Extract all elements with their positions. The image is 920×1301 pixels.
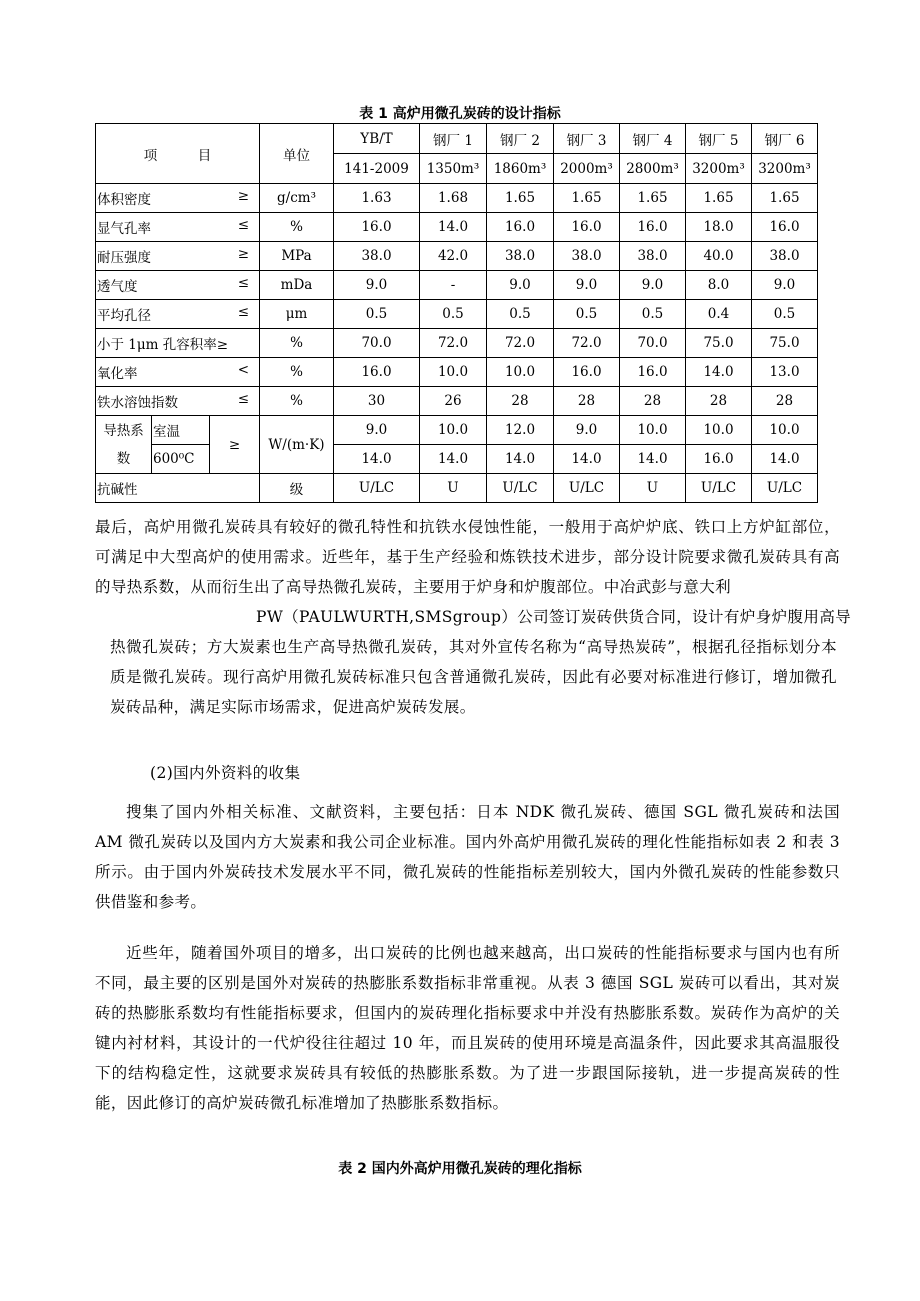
row-operator: ≤: [237, 304, 249, 320]
row-value: U: [620, 474, 686, 503]
row-value: 1.65: [686, 184, 752, 213]
header-plant-volume: 2000m³: [554, 154, 620, 184]
row-value: 38.0: [334, 242, 420, 271]
row-name-text: 显气孔率: [97, 221, 151, 237]
row-name-text: 平均孔径: [97, 308, 151, 324]
row-value: 28: [686, 387, 752, 416]
row-value: U: [420, 474, 487, 503]
row-operator: ≤: [237, 217, 249, 233]
header-standard-top: YB/T: [334, 124, 420, 154]
table-row: [96, 242, 818, 271]
row-value: 72.0: [487, 329, 554, 358]
row-name: [96, 242, 260, 271]
thermal-hot-value: 14.0: [752, 445, 818, 474]
row-value: 13.0: [752, 358, 818, 387]
thermal-room-value: 10.0: [752, 416, 818, 445]
row-value: 0.5: [620, 300, 686, 329]
thermal-hot-value: 14.0: [487, 445, 554, 474]
section-heading: (2)国内外资料的收集: [150, 764, 301, 782]
row-value: 38.0: [487, 242, 554, 271]
row-value: 28: [487, 387, 554, 416]
row-value: 0.5: [334, 300, 420, 329]
row-name-text: 体积密度: [97, 192, 151, 208]
row-value: 16.0: [620, 213, 686, 242]
row-value: 38.0: [620, 242, 686, 271]
row-operator: ≤: [237, 275, 249, 291]
row-name-text: 铁水溶蚀指数: [97, 395, 178, 411]
row-value: U/LC: [686, 474, 752, 503]
row-value: 0.5: [752, 300, 818, 329]
row-value: 1.63: [334, 184, 420, 213]
row-value: 26: [420, 387, 487, 416]
row-name-text: 氧化率: [97, 366, 138, 382]
thermal-room-value: 10.0: [686, 416, 752, 445]
row-value: U/LC: [554, 474, 620, 503]
row-operator: <: [237, 362, 249, 378]
header-standard-bottom: 141-2009: [334, 154, 420, 184]
row-value: 1.68: [420, 184, 487, 213]
header-unit: 单位: [260, 124, 334, 184]
row-value: 38.0: [554, 242, 620, 271]
row-value: U/LC: [487, 474, 554, 503]
row-value: 14.0: [686, 358, 752, 387]
row-name-text: 耐压强度: [97, 250, 151, 266]
row-name: [96, 358, 260, 387]
header-plant-volume: 1860m³: [487, 154, 554, 184]
row-name: [96, 329, 260, 358]
row-value: 18.0: [686, 213, 752, 242]
table1-caption: 表 1 高炉用微孔炭砖的设计指标: [359, 106, 561, 122]
row-value: 9.0: [554, 271, 620, 300]
row-value: 16.0: [554, 358, 620, 387]
row-unit: mDa: [260, 271, 334, 300]
row-unit: μm: [260, 300, 334, 329]
row-value: 8.0: [686, 271, 752, 300]
table-row: [96, 474, 818, 503]
thermal-hot-value: 16.0: [686, 445, 752, 474]
table-row: [96, 329, 818, 358]
thermal-hot-value: 14.0: [420, 445, 487, 474]
paragraph-final-tail: 热微孔炭砖；方大炭素也生产高导热微孔炭砖，其对外宣传名称为“高导热炭砖”，根据孔径指标划分本质是微孔炭砖。现行高炉用微孔炭砖标准只包含普通微孔炭砖，因此有必要对标准进行修订，增加微孔炭砖品种，满足实际市场需求，促进高炉炭砖发展。: [110, 638, 837, 716]
header-plant-volume: 3200m³: [752, 154, 818, 184]
table-row: [96, 213, 818, 242]
row-name: [96, 271, 260, 300]
row-unit: %: [260, 329, 334, 358]
header-plant-name: 钢厂 6: [752, 124, 818, 154]
thermal-room-value: 9.0: [554, 416, 620, 445]
thermal-room-value: 9.0: [334, 416, 420, 445]
thermal-sub-hot: 600⁰C: [152, 445, 210, 474]
thermal-hot-value: 14.0: [554, 445, 620, 474]
row-value: 9.0: [487, 271, 554, 300]
row-value: 1.65: [554, 184, 620, 213]
row-unit: 级: [260, 474, 334, 503]
table-row: [96, 387, 818, 416]
row-value: 10.0: [487, 358, 554, 387]
row-value: 14.0: [420, 213, 487, 242]
row-value: 1.65: [487, 184, 554, 213]
row-unit: %: [260, 358, 334, 387]
row-operator: ≤: [237, 391, 249, 407]
row-value: 16.0: [334, 358, 420, 387]
row-name-text: 透气度: [97, 279, 138, 295]
row-value: 0.5: [487, 300, 554, 329]
thermal-hot-value: 14.0: [334, 445, 420, 474]
row-value: 72.0: [420, 329, 487, 358]
thermal-unit: W/(m·K): [260, 416, 334, 474]
row-value: 16.0: [554, 213, 620, 242]
row-value: 10.0: [420, 358, 487, 387]
row-value: 28: [752, 387, 818, 416]
design-index-table: [95, 123, 818, 503]
row-value: 1.65: [620, 184, 686, 213]
thermal-room-value: 10.0: [620, 416, 686, 445]
row-operator: ≥: [237, 188, 249, 204]
row-value: 28: [554, 387, 620, 416]
row-unit: %: [260, 387, 334, 416]
table-row: [96, 300, 818, 329]
row-value: 70.0: [620, 329, 686, 358]
thermal-room-value: 10.0: [420, 416, 487, 445]
paragraph-recent-years: 近些年，随着国外项目的增多，出口炭砖的比例也越来越高，出口炭砖的性能指标要求与国内也有所不同，最主要的区别是国外对炭砖的热膨胀系数指标非常重视。从表 3 德国 SGL 炭砖可以看出，其对炭砖的热膨胀系数均有性能指标要求，但国内的炭砖理化指标要求中并没有热膨胀系数。炭砖作为高炉的关键内衬材料，其设计的一代炉役往往超过 10 年，而且炭砖的使用环境是高温条件，因此要求其高温服役下的结构稳定性，这就要求炭砖具有较低的热膨胀系数。为了进一步跟国际接轨，进一步提高炭砖的性能，因此修订的高炉炭砖微孔标准增加了热膨胀系数指标。: [95, 944, 840, 1112]
header-plant-volume: 1350m³: [420, 154, 487, 184]
row-value: 9.0: [620, 271, 686, 300]
thermal-sub-room: 室温: [152, 416, 210, 445]
paragraph-final-continuation: PW（PAULWURTH,SMSgroup）公司签订炭砖供货合同，设计有炉身炉腹用高导: [256, 608, 852, 626]
paragraph-final: 最后，高炉用微孔炭砖具有较好的微孔特性和抗铁水侵蚀性能，一般用于高炉炉底、铁口上方炉缸部位，可满足中大型高炉的使用需求。近些年，基于生产经验和炼铁技术进步，部分设计院要求微孔炭砖具有高的导热系数，从而衍生出了高导热微孔炭砖，主要用于炉身和炉腹部位。中冶武彭与意大利: [95, 518, 840, 596]
row-value: 75.0: [752, 329, 818, 358]
row-value: 40.0: [686, 242, 752, 271]
row-value: 16.0: [487, 213, 554, 242]
row-value: 16.0: [620, 358, 686, 387]
table-row: [96, 416, 818, 445]
row-value: 75.0: [686, 329, 752, 358]
row-value: 9.0: [752, 271, 818, 300]
row-name: [96, 387, 260, 416]
thermal-room-value: 12.0: [487, 416, 554, 445]
header-plant-name: 钢厂 1: [420, 124, 487, 154]
thermal-name-bottom: 数: [116, 450, 131, 467]
paragraph-sources: 搜集了国内外相关标准、文献资料，主要包括：日本 NDK 微孔炭砖、德国 SGL 微孔炭砖和法国 AM 微孔炭砖以及国内方大炭素和我公司企业标准。国内外高炉用微孔炭砖的理化性能指标如表 2 和表 3 所示。由于国内外炭砖技术发展水平不同，微孔炭砖的性能指标差别较大，国内外微孔炭砖的性能参数只供借鉴和参考。: [95, 803, 840, 911]
row-value: 70.0: [334, 329, 420, 358]
header-plant-volume: 3200m³: [686, 154, 752, 184]
header-plant-name: 钢厂 2: [487, 124, 554, 154]
row-value: 9.0: [334, 271, 420, 300]
row-value: 0.4: [686, 300, 752, 329]
row-name-text: 小于 1μm 孔容积率≥: [97, 337, 229, 353]
table2-caption: 表 2 国内外高炉用微孔炭砖的理化指标: [338, 1161, 582, 1177]
thermal-hot-value: 14.0: [620, 445, 686, 474]
header-plant-name: 钢厂 4: [620, 124, 686, 154]
row-name: [96, 300, 260, 329]
header-item: 项 目: [96, 124, 260, 184]
row-name: [96, 213, 260, 242]
row-unit: MPa: [260, 242, 334, 271]
row-name: [96, 184, 260, 213]
header-plant-volume: 2800m³: [620, 154, 686, 184]
row-operator: ≥: [237, 246, 249, 262]
thermal-operator: ≥: [210, 416, 260, 474]
row-value: 38.0: [752, 242, 818, 271]
thermal-name-top: 导热系: [103, 422, 144, 439]
table-row: [96, 184, 818, 213]
row-value: 0.5: [420, 300, 487, 329]
row-value: 1.65: [752, 184, 818, 213]
row-value: 28: [620, 387, 686, 416]
row-unit: g/cm³: [260, 184, 334, 213]
row-value: 16.0: [334, 213, 420, 242]
table-row: [96, 358, 818, 387]
table-row: [96, 271, 818, 300]
row-value: -: [420, 271, 487, 300]
row-value: U/LC: [752, 474, 818, 503]
row-value: 42.0: [420, 242, 487, 271]
header-plant-name: 钢厂 3: [554, 124, 620, 154]
row-unit: %: [260, 213, 334, 242]
row-value: 16.0: [752, 213, 818, 242]
row-value: 30: [334, 387, 420, 416]
header-plant-name: 钢厂 5: [686, 124, 752, 154]
row-name: 抗碱性: [96, 474, 260, 503]
thermal-name: [96, 416, 152, 474]
row-value: 0.5: [554, 300, 620, 329]
row-value: U/LC: [334, 474, 420, 503]
row-value: 72.0: [554, 329, 620, 358]
table-row: [96, 445, 818, 474]
